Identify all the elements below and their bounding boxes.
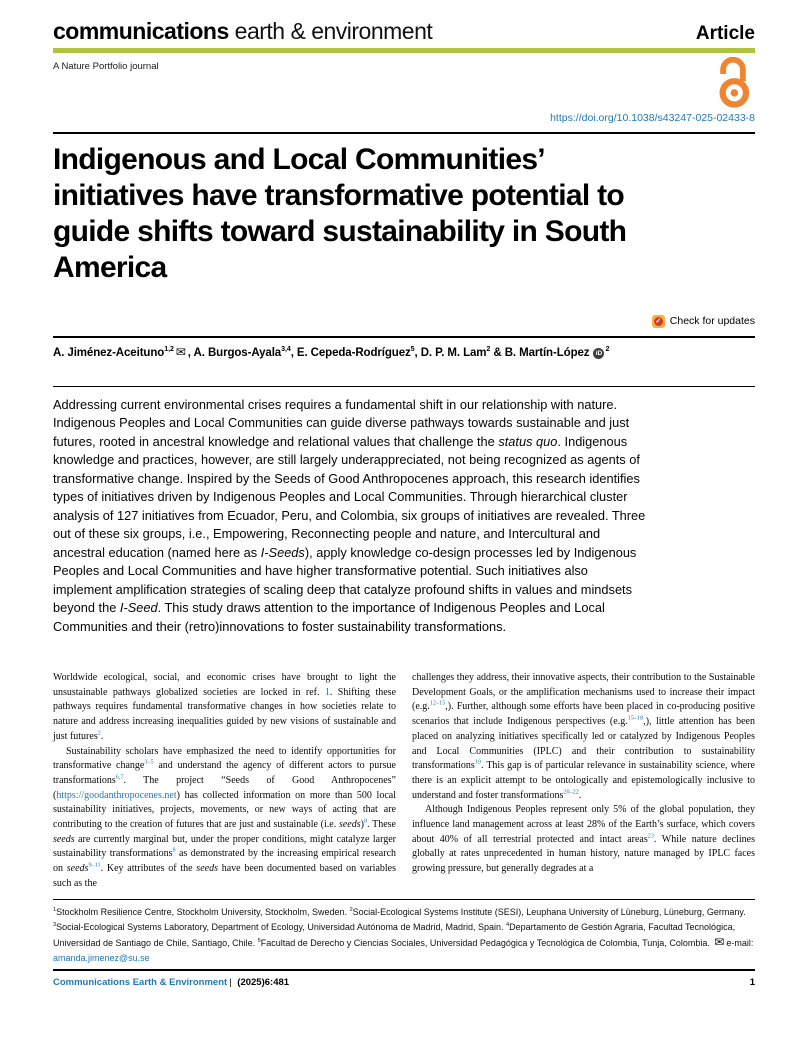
text-segment: , A. Burgos-Ayala (187, 346, 282, 359)
text-segment: 2 (605, 344, 610, 353)
text-segment: e-mail: (726, 938, 754, 949)
text-segment: . (578, 789, 582, 801)
check-for-updates-label: Check for updates (669, 315, 755, 327)
text-segment: 3–5 (144, 758, 154, 766)
text-segment: A. Jiménez-Aceituno (53, 346, 165, 359)
footer-journal-link[interactable]: Communications Earth & Environment (53, 977, 228, 989)
text-segment: . Indigenous knowledge and practices, however, are still largely underappreciated, not being recognized as agents of transformative change. Inspired by the Seeds of Good Anthropocenes approach, this research identifies types of initiatives driven by Indigenous Peoples and Local Communities. Through hierarchical cluster analysis of 127 initiatives from Ecuador, Peru, and Colombia, six groups of initiatives are revealed. Three out of these six groups, i.e., Empowering, Reconnecting people and nature, and Intercultural and ancestral education (named here as (53, 433, 646, 560)
text-segment: . These (367, 819, 397, 831)
envelope-icon: ✉ (175, 344, 186, 359)
inline-link[interactable]: amanda.jimenez@su.se (53, 953, 150, 964)
authors-rule (53, 336, 755, 338)
journal-wordmark (53, 18, 432, 45)
text-segment: 8 (172, 847, 176, 855)
footer-rule (53, 969, 755, 971)
text-segment: 5 (410, 344, 415, 353)
crossmark-circle-icon: ✓ (655, 317, 662, 325)
body-paragraph (412, 803, 755, 877)
text-segment: & B. Martín-López (490, 346, 590, 359)
text-segment: 1 (53, 907, 57, 914)
open-access-icon (713, 57, 753, 107)
body-paragraph (53, 745, 396, 892)
text-segment: 3 (53, 922, 57, 929)
text-segment: Addressing current environmental crises requires a fundamental shift in our relationship with nature. Indigenous Peoples and Local Communities can guide diverse pathways towards sustainable and just futures, rooted in ancestral knowledge and relational values that challenge the (53, 396, 630, 449)
text-segment: Although Indigenous Peoples represent only 5% of the global population, they influence land management across at least 28% of the Earth’s surface, which covers about 40% of all terrestrial protected and intact areas (412, 804, 755, 845)
body-column-right (412, 671, 755, 892)
journal-tagline: A Nature Portfolio journal (53, 61, 159, 72)
page-footer (53, 977, 755, 988)
footer-page-number: 1 (749, 977, 755, 989)
text-segment: 2 (97, 729, 101, 737)
title-rule (53, 132, 755, 134)
doi-link[interactable]: https://doi.org/10.1038/s43247-025-02433-8 (550, 112, 755, 124)
text-segment: 23 (647, 832, 654, 840)
check-for-updates-button[interactable] (53, 313, 755, 329)
text-segment: . The project “Seeds of Good Anthropocenes” ( (53, 774, 396, 801)
orcid-icon: iD (593, 348, 604, 359)
text-segment: . (100, 730, 104, 742)
text-segment: ,), little attention has been placed on analyzing initiatives specifically led or catalyzed by Indigenous Peoples and Local Communities (IPLC) and their contribution to sustainability transformations (412, 716, 755, 772)
text-segment: Social-Ecological Systems Institute (SESI), Leuphana University of Lüneburg, Lüneburg, Germany. (352, 907, 746, 918)
text-segment: . Shifting these pathways requires fundamental transformative changes in how societies relate to nature and address increasing inequalities guided by new visions of sustainable and just futures (53, 686, 397, 742)
inline-link[interactable]: https://goodanthropocenes.net (56, 789, 177, 801)
footer-citation (53, 977, 289, 988)
text-segment: , E. Cepeda-Rodríguez (290, 346, 411, 359)
text-segment: 15–18 (627, 714, 644, 722)
text-segment: are currently marginal but, under the proper conditions, might catalyze larger sustainability transformations (53, 833, 396, 860)
masthead (53, 0, 755, 45)
affiliations-footnote (53, 905, 755, 966)
article-type-label: Article (695, 23, 755, 44)
journal-wordmark-light: earth & environment (228, 18, 433, 44)
text-segment: ) has collected information on more than 500 local sustainability initiatives, projects, movements, or new ways of acting that are contributing to the creation of futures that are just and sustainable (i.e. (53, 789, 396, 831)
title-line: Indigenous and Local Communities’ (53, 143, 545, 176)
text-segment: 8 (363, 817, 368, 825)
text-segment: ), apply knowledge co-design processes led by Indigenous Peoples and Local Communities and have higher transformative potential. Such initiatives also implement amplification strategies of scaling deep that catalyze profound shifts in values and mindsets beyond the (53, 544, 637, 615)
text-segment: challenges they address, their innovative aspects, their contribution to the Sustainable Development Goals, or the amplification mechanisms used to increase their impact (e.g. (412, 672, 755, 713)
text-segment: . This gap is of particular relevance in sustainability science, where there is an explicit attempt to be ontologically and epistemologically inclusive to understand and foster transformations (412, 760, 755, 801)
title-line: America (53, 251, 167, 284)
body-column-left (53, 671, 396, 892)
title-line: guide shifts toward sustainability in South (53, 215, 627, 248)
text-segment: Worldwide ecological, social, and economic crises have brought to light the unsustainable pathways globalized societies are locked in ref. (53, 672, 396, 698)
text-segment: and understand the agency of different actors to pursue transformations (53, 760, 396, 786)
text-segment: 12–15 (429, 700, 446, 708)
text-segment: 3,4 (281, 344, 291, 353)
footer-separator: | (229, 977, 232, 989)
crossmark-icon (652, 315, 665, 328)
text-segment: . This study draws attention to the importance of Indigenous Peoples and Local Communities and their (retro)innovations to foster sustainability transformations. (53, 600, 605, 634)
body-paragraph (53, 671, 396, 745)
footer-volume-text: (2025)6:481 (234, 977, 290, 989)
text-segment: Departamento de Gestión Agraria, Facultad Tecnológica, Universidad de Santiago de Chile, Santiago, Chile. (53, 922, 736, 949)
authors-line (53, 345, 755, 359)
text-segment: 9–11 (88, 861, 101, 869)
page-title (53, 142, 755, 286)
text-segment: Social-Ecological Systems Laboratory, Department of Ecology, Universidad Autónoma de Madrid, Madrid, Spain. (56, 922, 506, 933)
text-segment: 19 (474, 758, 481, 766)
body-columns (53, 671, 755, 892)
text-segment: 5 (257, 938, 261, 945)
text-segment: 6,7 (115, 773, 124, 781)
abstract-rule (53, 386, 755, 387)
text-segment: seeds (53, 833, 75, 845)
doi-row (53, 112, 755, 124)
text-segment: Sustainability scholars have emphasized the need to identify opportunities for transformative change (53, 745, 396, 772)
abstract-text (53, 396, 647, 637)
text-segment: 20–22 (563, 788, 579, 796)
title-line: initiatives have transformative potential to (53, 179, 625, 212)
text-segment: ) (360, 819, 364, 831)
text-segment: , D. P. M. Lam (414, 346, 487, 359)
body-paragraph (412, 671, 755, 803)
text-segment: 2 (486, 344, 491, 353)
text-segment: status quo (498, 433, 558, 449)
accent-rule (53, 48, 755, 53)
text-segment: 4 (506, 922, 510, 929)
text-segment: Facultad de Derecho y Ciencias Sociales, Universidad Pedagógica y Tecnológica de Colombia, Tunja, Colombia. (260, 938, 713, 949)
text-segment: have been documented based on variables such as the (53, 863, 396, 889)
text-segment: seeds (338, 819, 361, 831)
text-segment: ,). Further, although some efforts have been placed in co-producing positive scenarios that include Indigenous perspectives (e.g. (412, 701, 755, 728)
text-segment: seeds (66, 863, 89, 875)
text-segment: . While nature declines globally at rates unprecedented in human history, nature managed by IPLC faces growing pressure, but generally degrades at a (412, 833, 755, 875)
text-segment: Stockholm Resilience Centre, Stockholm University, Stockholm, Sweden. (56, 907, 350, 918)
text-segment: 1,2 (164, 344, 174, 353)
text-segment: I-Seeds (260, 544, 305, 560)
text-segment: . Key attributes of the (100, 863, 197, 875)
text-segment: 2 (349, 907, 353, 914)
text-segment: as demonstrated by the increasing empirical research on (53, 848, 397, 875)
text-segment: I-Seed (119, 600, 158, 615)
footnote-rule (53, 899, 755, 901)
envelope-icon: ✉ (714, 935, 725, 950)
inline-link[interactable]: 1 (324, 686, 330, 698)
text-segment: seeds (196, 863, 218, 875)
journal-wordmark-bold: communications (53, 18, 229, 44)
